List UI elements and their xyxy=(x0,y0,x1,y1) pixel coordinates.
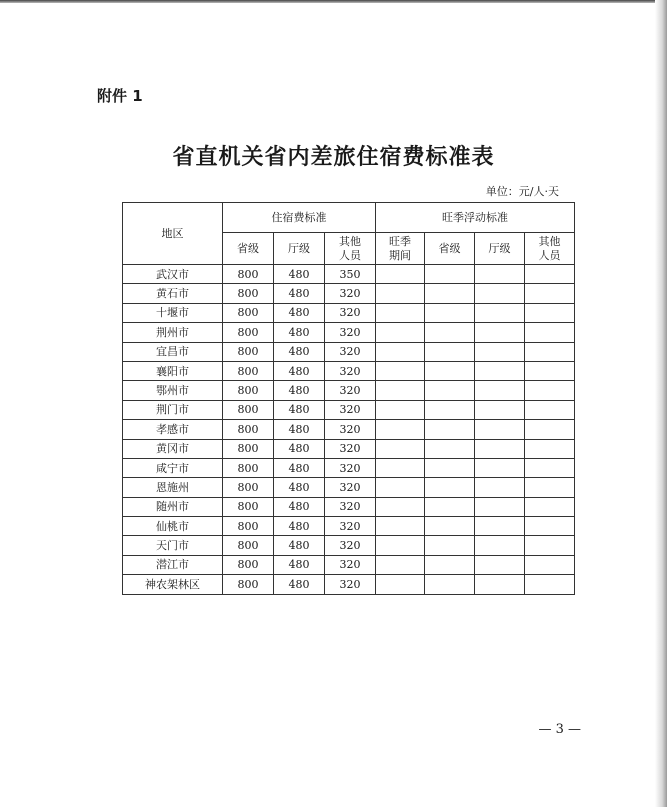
peak-period-cell xyxy=(376,478,425,497)
peak-bureau-cell xyxy=(475,342,525,361)
bureau-rate-cell: 480 xyxy=(274,517,325,536)
document-title: 省直机关省内差旅住宿费标准表 xyxy=(172,145,495,170)
peak-province-cell xyxy=(425,575,475,594)
peak-bureau-cell xyxy=(475,575,525,594)
other-rate-cell: 320 xyxy=(325,323,376,342)
other-rate-cell: 320 xyxy=(325,536,376,555)
header-peak-other-staff xyxy=(525,233,575,265)
table-body xyxy=(123,265,575,595)
province-rate-cell: 800 xyxy=(223,342,274,361)
bureau-rate-cell: 480 xyxy=(274,420,325,439)
page-edge-right xyxy=(655,0,667,807)
peak-period-cell xyxy=(376,400,425,419)
region-cell: 仙桃市 xyxy=(123,517,223,536)
table-row xyxy=(123,458,575,477)
province-rate-cell: 800 xyxy=(223,575,274,594)
peak-bureau-cell xyxy=(475,536,525,555)
peak-period-cell xyxy=(376,575,425,594)
other-rate-cell: 320 xyxy=(325,458,376,477)
region-cell: 襄阳市 xyxy=(123,361,223,380)
other-rate-cell: 320 xyxy=(325,497,376,516)
region-cell: 荆门市 xyxy=(123,400,223,419)
peak-province-cell xyxy=(425,342,475,361)
other-rate-cell: 320 xyxy=(325,439,376,458)
peak-province-cell xyxy=(425,420,475,439)
peak-other-cell xyxy=(525,381,575,400)
table-row xyxy=(123,303,575,322)
other-rate-cell: 320 xyxy=(325,478,376,497)
header-province-level: 省级 xyxy=(223,233,274,265)
peak-province-cell xyxy=(425,497,475,516)
table-row xyxy=(123,342,575,361)
lodging-standard-table xyxy=(122,202,575,595)
peak-other-cell xyxy=(525,400,575,419)
bureau-rate-cell: 480 xyxy=(274,497,325,516)
peak-bureau-cell xyxy=(475,458,525,477)
province-rate-cell: 800 xyxy=(223,536,274,555)
table-row xyxy=(123,517,575,536)
table-row xyxy=(123,381,575,400)
other-rate-cell: 320 xyxy=(325,303,376,322)
bureau-rate-cell: 480 xyxy=(274,555,325,574)
peak-province-cell xyxy=(425,478,475,497)
other-rate-cell: 320 xyxy=(325,575,376,594)
header-bureau-level: 厅级 xyxy=(274,233,325,265)
province-rate-cell: 800 xyxy=(223,381,274,400)
peak-bureau-cell xyxy=(475,323,525,342)
header-peak-other-line2: 人员 xyxy=(538,248,561,262)
header-region: 地区 xyxy=(123,203,223,265)
bureau-rate-cell: 480 xyxy=(274,400,325,419)
peak-period-cell xyxy=(376,284,425,303)
region-cell: 天门市 xyxy=(123,536,223,555)
unit-label: 单位：元/人·天 xyxy=(485,185,559,198)
region-cell: 黄石市 xyxy=(123,284,223,303)
bureau-rate-cell: 480 xyxy=(274,478,325,497)
header-peak-period-line2: 期间 xyxy=(389,248,412,262)
peak-other-cell xyxy=(525,555,575,574)
bureau-rate-cell: 480 xyxy=(274,265,325,284)
peak-period-cell xyxy=(376,361,425,380)
header-other-line1: 其他 xyxy=(339,235,362,249)
table-row xyxy=(123,536,575,555)
header-other-staff xyxy=(325,233,376,265)
table-row xyxy=(123,439,575,458)
peak-bureau-cell xyxy=(475,381,525,400)
page-number: — 3 — xyxy=(538,722,581,737)
bureau-rate-cell: 480 xyxy=(274,536,325,555)
header-peak-province-level: 省级 xyxy=(425,233,475,265)
bureau-rate-cell: 480 xyxy=(274,458,325,477)
peak-bureau-cell xyxy=(475,400,525,419)
peak-province-cell xyxy=(425,555,475,574)
table-row xyxy=(123,420,575,439)
province-rate-cell: 800 xyxy=(223,323,274,342)
bureau-rate-cell: 480 xyxy=(274,439,325,458)
peak-period-cell xyxy=(376,536,425,555)
region-cell: 黄冈市 xyxy=(123,439,223,458)
bureau-rate-cell: 480 xyxy=(274,284,325,303)
peak-other-cell xyxy=(525,497,575,516)
province-rate-cell: 800 xyxy=(223,265,274,284)
province-rate-cell: 800 xyxy=(223,361,274,380)
peak-other-cell xyxy=(525,420,575,439)
peak-bureau-cell xyxy=(475,555,525,574)
peak-bureau-cell xyxy=(475,420,525,439)
peak-period-cell xyxy=(376,439,425,458)
other-rate-cell: 320 xyxy=(325,400,376,419)
peak-period-cell xyxy=(376,497,425,516)
province-rate-cell: 800 xyxy=(223,478,274,497)
peak-province-cell xyxy=(425,303,475,322)
region-cell: 潜江市 xyxy=(123,555,223,574)
region-cell: 咸宁市 xyxy=(123,458,223,477)
peak-province-cell xyxy=(425,284,475,303)
header-peak-period xyxy=(376,233,425,265)
table-row xyxy=(123,265,575,284)
region-cell: 鄂州市 xyxy=(123,381,223,400)
peak-province-cell xyxy=(425,439,475,458)
peak-province-cell xyxy=(425,323,475,342)
peak-bureau-cell xyxy=(475,361,525,380)
other-rate-cell: 350 xyxy=(325,265,376,284)
province-rate-cell: 800 xyxy=(223,517,274,536)
province-rate-cell: 800 xyxy=(223,303,274,322)
peak-province-cell xyxy=(425,381,475,400)
peak-other-cell xyxy=(525,575,575,594)
province-rate-cell: 800 xyxy=(223,555,274,574)
bureau-rate-cell: 480 xyxy=(274,575,325,594)
peak-bureau-cell xyxy=(475,497,525,516)
other-rate-cell: 320 xyxy=(325,284,376,303)
peak-bureau-cell xyxy=(475,478,525,497)
peak-other-cell xyxy=(525,478,575,497)
peak-period-cell xyxy=(376,555,425,574)
page-edge-top xyxy=(0,0,667,3)
province-rate-cell: 800 xyxy=(223,458,274,477)
peak-province-cell xyxy=(425,536,475,555)
header-other-line2: 人员 xyxy=(339,248,362,262)
region-cell: 武汉市 xyxy=(123,265,223,284)
province-rate-cell: 800 xyxy=(223,420,274,439)
peak-other-cell xyxy=(525,517,575,536)
province-rate-cell: 800 xyxy=(223,439,274,458)
other-rate-cell: 320 xyxy=(325,420,376,439)
bureau-rate-cell: 480 xyxy=(274,323,325,342)
peak-province-cell xyxy=(425,458,475,477)
peak-province-cell xyxy=(425,265,475,284)
region-cell: 宜昌市 xyxy=(123,342,223,361)
header-peak-period-line1: 旺季 xyxy=(389,235,412,249)
header-peak-bureau-level: 厅级 xyxy=(475,233,525,265)
region-cell: 孝感市 xyxy=(123,420,223,439)
peak-period-cell xyxy=(376,303,425,322)
table-row xyxy=(123,284,575,303)
peak-period-cell xyxy=(376,517,425,536)
peak-bureau-cell xyxy=(475,284,525,303)
peak-other-cell xyxy=(525,284,575,303)
table-row xyxy=(123,478,575,497)
attachment-label: 附件 1 xyxy=(97,87,143,105)
region-cell: 随州市 xyxy=(123,497,223,516)
peak-period-cell xyxy=(376,420,425,439)
table-row xyxy=(123,323,575,342)
table-row xyxy=(123,361,575,380)
peak-period-cell xyxy=(376,458,425,477)
peak-other-cell xyxy=(525,439,575,458)
peak-period-cell xyxy=(376,265,425,284)
peak-other-cell xyxy=(525,536,575,555)
region-cell: 十堰市 xyxy=(123,303,223,322)
peak-period-cell xyxy=(376,381,425,400)
header-lodging-standard: 住宿费标准 xyxy=(223,203,376,233)
peak-other-cell xyxy=(525,458,575,477)
province-rate-cell: 800 xyxy=(223,400,274,419)
other-rate-cell: 320 xyxy=(325,555,376,574)
table-row xyxy=(123,400,575,419)
region-cell: 恩施州 xyxy=(123,478,223,497)
peak-province-cell xyxy=(425,400,475,419)
table-row xyxy=(123,497,575,516)
peak-other-cell xyxy=(525,265,575,284)
bureau-rate-cell: 480 xyxy=(274,381,325,400)
bureau-rate-cell: 480 xyxy=(274,303,325,322)
region-cell: 神农架林区 xyxy=(123,575,223,594)
bureau-rate-cell: 480 xyxy=(274,342,325,361)
other-rate-cell: 320 xyxy=(325,361,376,380)
peak-bureau-cell xyxy=(475,439,525,458)
bureau-rate-cell: 480 xyxy=(274,361,325,380)
peak-province-cell xyxy=(425,361,475,380)
province-rate-cell: 800 xyxy=(223,284,274,303)
table-row xyxy=(123,575,575,594)
province-rate-cell: 800 xyxy=(223,497,274,516)
header-peak-other-line1: 其他 xyxy=(538,235,561,249)
other-rate-cell: 320 xyxy=(325,342,376,361)
table-header-row-1 xyxy=(123,203,575,233)
peak-other-cell xyxy=(525,361,575,380)
region-cell: 荆州市 xyxy=(123,323,223,342)
peak-other-cell xyxy=(525,323,575,342)
peak-province-cell xyxy=(425,517,475,536)
peak-bureau-cell xyxy=(475,303,525,322)
peak-other-cell xyxy=(525,303,575,322)
peak-bureau-cell xyxy=(475,265,525,284)
other-rate-cell: 320 xyxy=(325,381,376,400)
header-peak-float: 旺季浮动标准 xyxy=(376,203,575,233)
peak-other-cell xyxy=(525,342,575,361)
other-rate-cell: 320 xyxy=(325,517,376,536)
peak-bureau-cell xyxy=(475,517,525,536)
peak-period-cell xyxy=(376,323,425,342)
peak-period-cell xyxy=(376,342,425,361)
table-row xyxy=(123,555,575,574)
